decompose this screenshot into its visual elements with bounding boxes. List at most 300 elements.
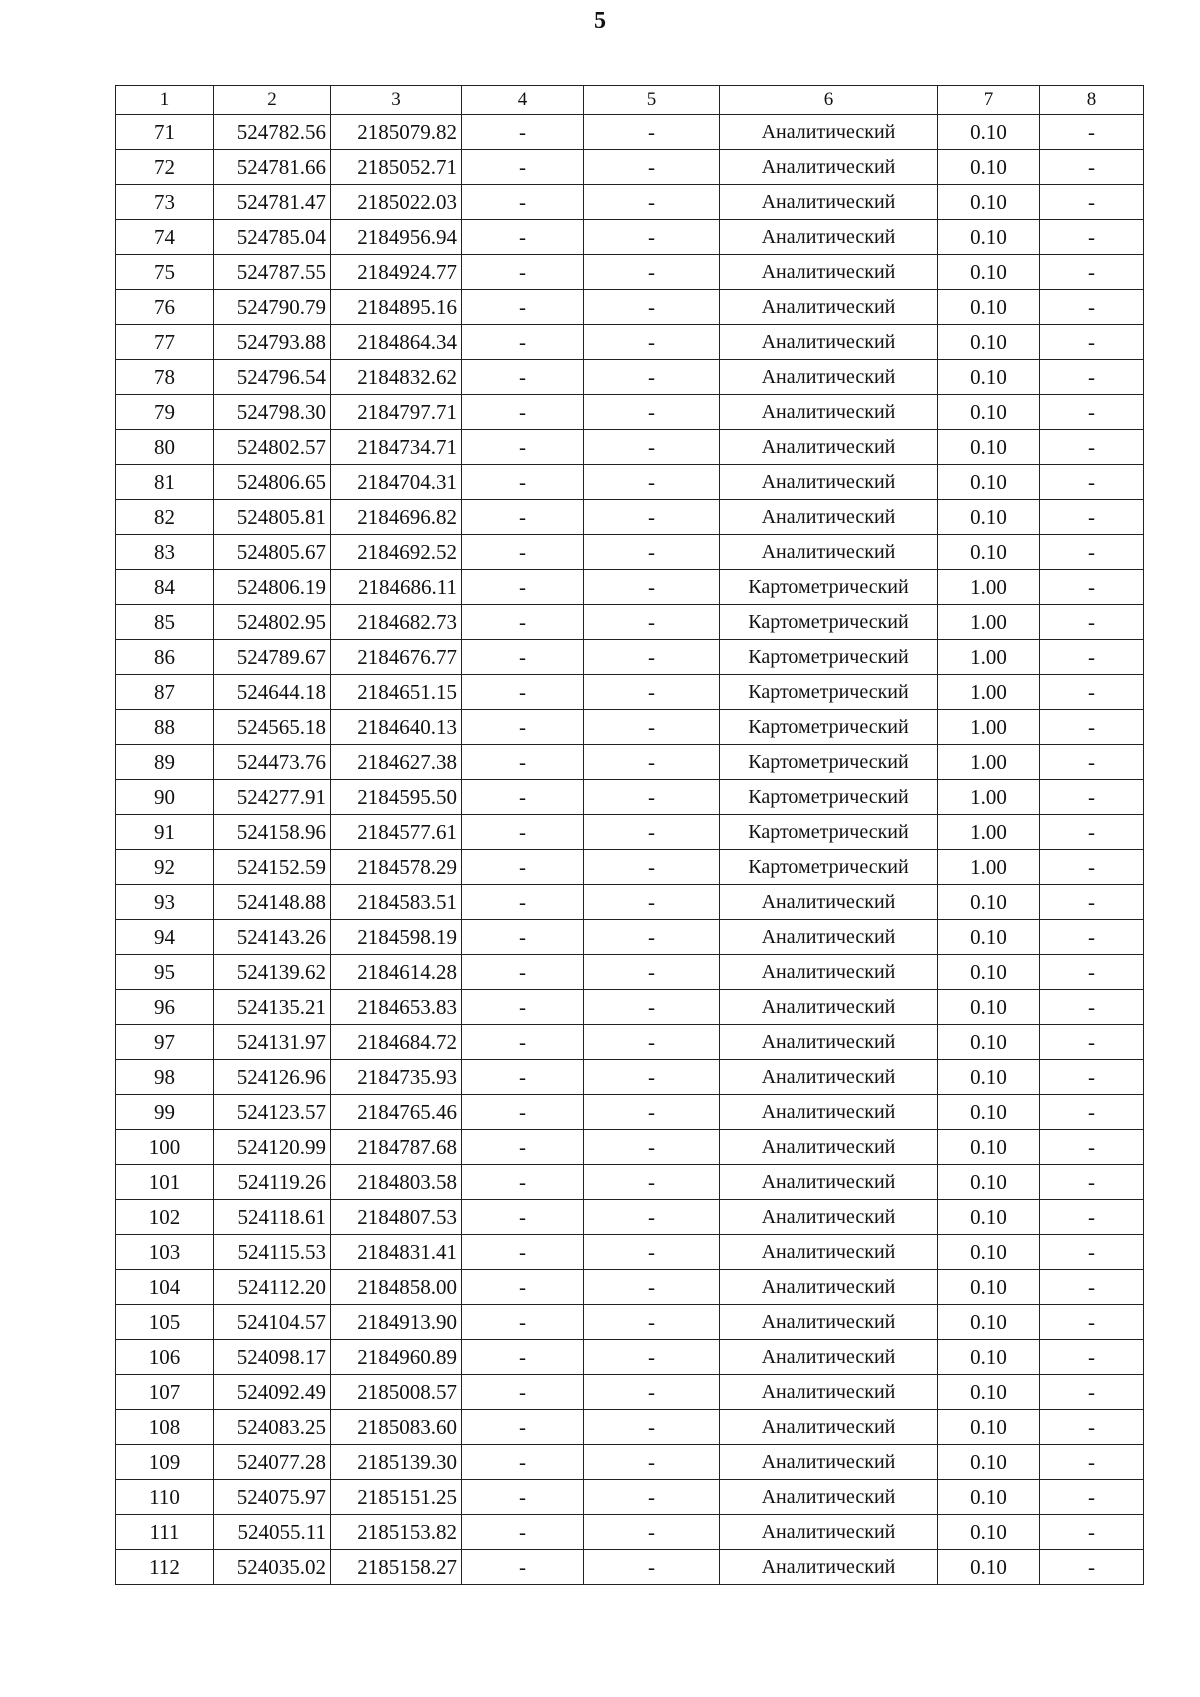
table-body xyxy=(116,115,1144,1585)
point-number-cell: 85 xyxy=(116,605,214,640)
col5-cell: - xyxy=(584,955,720,990)
point-number-cell: 91 xyxy=(116,815,214,850)
col8-cell: - xyxy=(1040,920,1144,955)
method-cell: Аналитический xyxy=(720,990,938,1025)
col8-cell: - xyxy=(1040,150,1144,185)
col4-cell: - xyxy=(462,1305,584,1340)
y-coordinate-cell: 2185139.30 xyxy=(331,1445,462,1480)
col8-cell: - xyxy=(1040,1340,1144,1375)
col4-cell: - xyxy=(462,325,584,360)
point-number-cell: 76 xyxy=(116,290,214,325)
accuracy-cell: 0.10 xyxy=(938,290,1040,325)
accuracy-cell: 1.00 xyxy=(938,780,1040,815)
col4-cell: - xyxy=(462,1235,584,1270)
point-number-cell: 96 xyxy=(116,990,214,1025)
col4-cell: - xyxy=(462,1130,584,1165)
page-number: 5 xyxy=(594,8,606,34)
accuracy-cell: 0.10 xyxy=(938,220,1040,255)
accuracy-cell: 0.10 xyxy=(938,150,1040,185)
accuracy-cell: 0.10 xyxy=(938,885,1040,920)
col4-cell: - xyxy=(462,640,584,675)
method-cell: Картометрический xyxy=(720,570,938,605)
accuracy-cell: 0.10 xyxy=(938,1550,1040,1585)
table-row xyxy=(116,290,1144,325)
accuracy-cell: 1.00 xyxy=(938,745,1040,780)
point-number-cell: 86 xyxy=(116,640,214,675)
column-header: 8 xyxy=(1040,86,1144,115)
col8-cell: - xyxy=(1040,1130,1144,1165)
column-header: 4 xyxy=(462,86,584,115)
col8-cell: - xyxy=(1040,115,1144,150)
x-coordinate-cell: 524790.79 xyxy=(214,290,331,325)
method-cell: Аналитический xyxy=(720,955,938,990)
col4-cell: - xyxy=(462,185,584,220)
table-row xyxy=(116,325,1144,360)
accuracy-cell: 0.10 xyxy=(938,465,1040,500)
table-row xyxy=(116,1060,1144,1095)
method-cell: Аналитический xyxy=(720,1165,938,1200)
col8-cell: - xyxy=(1040,640,1144,675)
table-row xyxy=(116,115,1144,150)
col5-cell: - xyxy=(584,570,720,605)
col5-cell: - xyxy=(584,990,720,1025)
accuracy-cell: 0.10 xyxy=(938,1025,1040,1060)
accuracy-cell: 0.10 xyxy=(938,1480,1040,1515)
y-coordinate-cell: 2184803.58 xyxy=(331,1165,462,1200)
x-coordinate-cell: 524644.18 xyxy=(214,675,331,710)
col4-cell: - xyxy=(462,955,584,990)
method-cell: Аналитический xyxy=(720,1410,938,1445)
accuracy-cell: 1.00 xyxy=(938,570,1040,605)
point-number-cell: 73 xyxy=(116,185,214,220)
column-header: 7 xyxy=(938,86,1040,115)
x-coordinate-cell: 524115.53 xyxy=(214,1235,331,1270)
method-cell: Аналитический xyxy=(720,185,938,220)
table-row xyxy=(116,640,1144,675)
table-row xyxy=(116,780,1144,815)
y-coordinate-cell: 2184960.89 xyxy=(331,1340,462,1375)
col5-cell: - xyxy=(584,1235,720,1270)
method-cell: Аналитический xyxy=(720,500,938,535)
col4-cell: - xyxy=(462,1410,584,1445)
col5-cell: - xyxy=(584,885,720,920)
point-number-cell: 108 xyxy=(116,1410,214,1445)
point-number-cell: 93 xyxy=(116,885,214,920)
col8-cell: - xyxy=(1040,360,1144,395)
point-number-cell: 106 xyxy=(116,1340,214,1375)
table-row xyxy=(116,255,1144,290)
y-coordinate-cell: 2184913.90 xyxy=(331,1305,462,1340)
point-number-cell: 112 xyxy=(116,1550,214,1585)
point-number-cell: 111 xyxy=(116,1515,214,1550)
y-coordinate-cell: 2184595.50 xyxy=(331,780,462,815)
point-number-cell: 110 xyxy=(116,1480,214,1515)
method-cell: Картометрический xyxy=(720,640,938,675)
point-number-cell: 82 xyxy=(116,500,214,535)
x-coordinate-cell: 524787.55 xyxy=(214,255,331,290)
col5-cell: - xyxy=(584,1305,720,1340)
point-number-cell: 72 xyxy=(116,150,214,185)
table-row xyxy=(116,465,1144,500)
table-row xyxy=(116,185,1144,220)
col8-cell: - xyxy=(1040,1445,1144,1480)
method-cell: Аналитический xyxy=(720,1550,938,1585)
method-cell: Аналитический xyxy=(720,1025,938,1060)
accuracy-cell: 0.10 xyxy=(938,1130,1040,1165)
y-coordinate-cell: 2184832.62 xyxy=(331,360,462,395)
method-cell: Аналитический xyxy=(720,465,938,500)
col5-cell: - xyxy=(584,1410,720,1445)
col4-cell: - xyxy=(462,885,584,920)
col8-cell: - xyxy=(1040,605,1144,640)
col5-cell: - xyxy=(584,255,720,290)
col5-cell: - xyxy=(584,605,720,640)
col8-cell: - xyxy=(1040,535,1144,570)
x-coordinate-cell: 524104.57 xyxy=(214,1305,331,1340)
table-row xyxy=(116,150,1144,185)
col8-cell: - xyxy=(1040,430,1144,465)
col8-cell: - xyxy=(1040,1025,1144,1060)
col5-cell: - xyxy=(584,745,720,780)
table-row xyxy=(116,220,1144,255)
point-number-cell: 97 xyxy=(116,1025,214,1060)
x-coordinate-cell: 524152.59 xyxy=(214,850,331,885)
method-cell: Аналитический xyxy=(720,1480,938,1515)
x-coordinate-cell: 524277.91 xyxy=(214,780,331,815)
accuracy-cell: 0.10 xyxy=(938,535,1040,570)
method-cell: Аналитический xyxy=(720,885,938,920)
col8-cell: - xyxy=(1040,675,1144,710)
col4-cell: - xyxy=(462,1270,584,1305)
y-coordinate-cell: 2184583.51 xyxy=(331,885,462,920)
col8-cell: - xyxy=(1040,1235,1144,1270)
y-coordinate-cell: 2184676.77 xyxy=(331,640,462,675)
x-coordinate-cell: 524158.96 xyxy=(214,815,331,850)
col8-cell: - xyxy=(1040,1305,1144,1340)
x-coordinate-cell: 524092.49 xyxy=(214,1375,331,1410)
col8-cell: - xyxy=(1040,955,1144,990)
table-row xyxy=(116,990,1144,1025)
method-cell: Картометрический xyxy=(720,710,938,745)
point-number-cell: 104 xyxy=(116,1270,214,1305)
method-cell: Картометрический xyxy=(720,675,938,710)
x-coordinate-cell: 524143.26 xyxy=(214,920,331,955)
col4-cell: - xyxy=(462,780,584,815)
x-coordinate-cell: 524077.28 xyxy=(214,1445,331,1480)
x-coordinate-cell: 524035.02 xyxy=(214,1550,331,1585)
y-coordinate-cell: 2184831.41 xyxy=(331,1235,462,1270)
col4-cell: - xyxy=(462,430,584,465)
point-number-cell: 95 xyxy=(116,955,214,990)
col8-cell: - xyxy=(1040,815,1144,850)
accuracy-cell: 1.00 xyxy=(938,675,1040,710)
y-coordinate-cell: 2185022.03 xyxy=(331,185,462,220)
col4-cell: - xyxy=(462,815,584,850)
y-coordinate-cell: 2184765.46 xyxy=(331,1095,462,1130)
col8-cell: - xyxy=(1040,1550,1144,1585)
col8-cell: - xyxy=(1040,1375,1144,1410)
col4-cell: - xyxy=(462,220,584,255)
y-coordinate-cell: 2184797.71 xyxy=(331,395,462,430)
x-coordinate-cell: 524075.97 xyxy=(214,1480,331,1515)
y-coordinate-cell: 2185079.82 xyxy=(331,115,462,150)
point-number-cell: 79 xyxy=(116,395,214,430)
x-coordinate-cell: 524802.95 xyxy=(214,605,331,640)
col8-cell: - xyxy=(1040,500,1144,535)
accuracy-cell: 0.10 xyxy=(938,1305,1040,1340)
col5-cell: - xyxy=(584,1340,720,1375)
x-coordinate-cell: 524083.25 xyxy=(214,1410,331,1445)
table-row xyxy=(116,920,1144,955)
col4-cell: - xyxy=(462,500,584,535)
method-cell: Аналитический xyxy=(720,290,938,325)
col4-cell: - xyxy=(462,115,584,150)
method-cell: Аналитический xyxy=(720,1270,938,1305)
col4-cell: - xyxy=(462,150,584,185)
col8-cell: - xyxy=(1040,220,1144,255)
col8-cell: - xyxy=(1040,1480,1144,1515)
col8-cell: - xyxy=(1040,745,1144,780)
col5-cell: - xyxy=(584,535,720,570)
x-coordinate-cell: 524805.81 xyxy=(214,500,331,535)
y-coordinate-cell: 2184704.31 xyxy=(331,465,462,500)
point-number-cell: 83 xyxy=(116,535,214,570)
method-cell: Аналитический xyxy=(720,255,938,290)
y-coordinate-cell: 2185052.71 xyxy=(331,150,462,185)
method-cell: Аналитический xyxy=(720,1060,938,1095)
point-number-cell: 84 xyxy=(116,570,214,605)
x-coordinate-cell: 524789.67 xyxy=(214,640,331,675)
col5-cell: - xyxy=(584,220,720,255)
col4-cell: - xyxy=(462,1550,584,1585)
col8-cell: - xyxy=(1040,185,1144,220)
accuracy-cell: 0.10 xyxy=(938,1270,1040,1305)
accuracy-cell: 0.10 xyxy=(938,920,1040,955)
col5-cell: - xyxy=(584,465,720,500)
col8-cell: - xyxy=(1040,325,1144,360)
col4-cell: - xyxy=(462,1200,584,1235)
col8-cell: - xyxy=(1040,1200,1144,1235)
col8-cell: - xyxy=(1040,1515,1144,1550)
x-coordinate-cell: 524782.56 xyxy=(214,115,331,150)
method-cell: Аналитический xyxy=(720,1200,938,1235)
table-row xyxy=(116,850,1144,885)
accuracy-cell: 1.00 xyxy=(938,850,1040,885)
accuracy-cell: 1.00 xyxy=(938,710,1040,745)
col5-cell: - xyxy=(584,1550,720,1585)
point-number-cell: 71 xyxy=(116,115,214,150)
coordinates-table xyxy=(115,85,1144,1585)
table-row xyxy=(116,430,1144,465)
col4-cell: - xyxy=(462,1515,584,1550)
table-row xyxy=(116,1165,1144,1200)
x-coordinate-cell: 524805.67 xyxy=(214,535,331,570)
x-coordinate-cell: 524473.76 xyxy=(214,745,331,780)
col8-cell: - xyxy=(1040,290,1144,325)
table-row xyxy=(116,535,1144,570)
method-cell: Аналитический xyxy=(720,1445,938,1480)
col4-cell: - xyxy=(462,1375,584,1410)
col4-cell: - xyxy=(462,360,584,395)
col5-cell: - xyxy=(584,1025,720,1060)
point-number-cell: 75 xyxy=(116,255,214,290)
x-coordinate-cell: 524793.88 xyxy=(214,325,331,360)
col4-cell: - xyxy=(462,255,584,290)
x-coordinate-cell: 524806.65 xyxy=(214,465,331,500)
y-coordinate-cell: 2184895.16 xyxy=(331,290,462,325)
col5-cell: - xyxy=(584,430,720,465)
x-coordinate-cell: 524112.20 xyxy=(214,1270,331,1305)
y-coordinate-cell: 2184614.28 xyxy=(331,955,462,990)
col8-cell: - xyxy=(1040,1270,1144,1305)
point-number-cell: 103 xyxy=(116,1235,214,1270)
col5-cell: - xyxy=(584,325,720,360)
col5-cell: - xyxy=(584,1060,720,1095)
col5-cell: - xyxy=(584,115,720,150)
x-coordinate-cell: 524148.88 xyxy=(214,885,331,920)
method-cell: Аналитический xyxy=(720,1515,938,1550)
col4-cell: - xyxy=(462,395,584,430)
col8-cell: - xyxy=(1040,255,1144,290)
method-cell: Аналитический xyxy=(720,325,938,360)
col4-cell: - xyxy=(462,570,584,605)
accuracy-cell: 0.10 xyxy=(938,185,1040,220)
method-cell: Аналитический xyxy=(720,150,938,185)
col5-cell: - xyxy=(584,815,720,850)
col8-cell: - xyxy=(1040,850,1144,885)
col4-cell: - xyxy=(462,290,584,325)
accuracy-cell: 0.10 xyxy=(938,1200,1040,1235)
col5-cell: - xyxy=(584,675,720,710)
table-row xyxy=(116,1095,1144,1130)
accuracy-cell: 0.10 xyxy=(938,1165,1040,1200)
method-cell: Картометрический xyxy=(720,780,938,815)
method-cell: Картометрический xyxy=(720,850,938,885)
method-cell: Аналитический xyxy=(720,1375,938,1410)
col8-cell: - xyxy=(1040,395,1144,430)
col5-cell: - xyxy=(584,1375,720,1410)
point-number-cell: 105 xyxy=(116,1305,214,1340)
accuracy-cell: 0.10 xyxy=(938,115,1040,150)
col5-cell: - xyxy=(584,150,720,185)
col5-cell: - xyxy=(584,1515,720,1550)
point-number-cell: 98 xyxy=(116,1060,214,1095)
table-row xyxy=(116,395,1144,430)
col8-cell: - xyxy=(1040,885,1144,920)
table-row xyxy=(116,605,1144,640)
y-coordinate-cell: 2184696.82 xyxy=(331,500,462,535)
y-coordinate-cell: 2184692.52 xyxy=(331,535,462,570)
y-coordinate-cell: 2184956.94 xyxy=(331,220,462,255)
table-row xyxy=(116,500,1144,535)
table-row xyxy=(116,1375,1144,1410)
point-number-cell: 88 xyxy=(116,710,214,745)
col5-cell: - xyxy=(584,1130,720,1165)
y-coordinate-cell: 2184684.72 xyxy=(331,1025,462,1060)
col5-cell: - xyxy=(584,500,720,535)
point-number-cell: 109 xyxy=(116,1445,214,1480)
method-cell: Аналитический xyxy=(720,1095,938,1130)
x-coordinate-cell: 524119.26 xyxy=(214,1165,331,1200)
point-number-cell: 92 xyxy=(116,850,214,885)
point-number-cell: 78 xyxy=(116,360,214,395)
method-cell: Аналитический xyxy=(720,1235,938,1270)
column-header: 6 xyxy=(720,86,938,115)
method-cell: Аналитический xyxy=(720,1130,938,1165)
y-coordinate-cell: 2184858.00 xyxy=(331,1270,462,1305)
col4-cell: - xyxy=(462,1445,584,1480)
accuracy-cell: 0.10 xyxy=(938,325,1040,360)
accuracy-cell: 0.10 xyxy=(938,255,1040,290)
y-coordinate-cell: 2184735.93 xyxy=(331,1060,462,1095)
col4-cell: - xyxy=(462,1025,584,1060)
x-coordinate-cell: 524135.21 xyxy=(214,990,331,1025)
col4-cell: - xyxy=(462,1095,584,1130)
point-number-cell: 80 xyxy=(116,430,214,465)
col8-cell: - xyxy=(1040,1095,1144,1130)
col4-cell: - xyxy=(462,710,584,745)
col4-cell: - xyxy=(462,535,584,570)
accuracy-cell: 0.10 xyxy=(938,500,1040,535)
table-row xyxy=(116,1270,1144,1305)
table-row xyxy=(116,710,1144,745)
x-coordinate-cell: 524781.47 xyxy=(214,185,331,220)
accuracy-cell: 0.10 xyxy=(938,1095,1040,1130)
table-row xyxy=(116,1340,1144,1375)
table-row xyxy=(116,360,1144,395)
table-header-row xyxy=(116,86,1144,115)
table-row xyxy=(116,1515,1144,1550)
y-coordinate-cell: 2184924.77 xyxy=(331,255,462,290)
x-coordinate-cell: 524798.30 xyxy=(214,395,331,430)
accuracy-cell: 0.10 xyxy=(938,990,1040,1025)
accuracy-cell: 0.10 xyxy=(938,430,1040,465)
x-coordinate-cell: 524123.57 xyxy=(214,1095,331,1130)
y-coordinate-cell: 2185153.82 xyxy=(331,1515,462,1550)
y-coordinate-cell: 2184578.29 xyxy=(331,850,462,885)
y-coordinate-cell: 2184734.71 xyxy=(331,430,462,465)
table-row xyxy=(116,675,1144,710)
col4-cell: - xyxy=(462,1480,584,1515)
col5-cell: - xyxy=(584,185,720,220)
accuracy-cell: 0.10 xyxy=(938,1515,1040,1550)
x-coordinate-cell: 524781.66 xyxy=(214,150,331,185)
column-header: 5 xyxy=(584,86,720,115)
x-coordinate-cell: 524126.96 xyxy=(214,1060,331,1095)
accuracy-cell: 1.00 xyxy=(938,640,1040,675)
col5-cell: - xyxy=(584,395,720,430)
col8-cell: - xyxy=(1040,465,1144,500)
x-coordinate-cell: 524139.62 xyxy=(214,955,331,990)
method-cell: Аналитический xyxy=(720,220,938,255)
col4-cell: - xyxy=(462,1340,584,1375)
accuracy-cell: 0.10 xyxy=(938,1060,1040,1095)
method-cell: Картометрический xyxy=(720,605,938,640)
x-coordinate-cell: 524785.04 xyxy=(214,220,331,255)
table-row xyxy=(116,1480,1144,1515)
point-number-cell: 90 xyxy=(116,780,214,815)
accuracy-cell: 0.10 xyxy=(938,1410,1040,1445)
accuracy-cell: 0.10 xyxy=(938,395,1040,430)
col8-cell: - xyxy=(1040,570,1144,605)
method-cell: Аналитический xyxy=(720,430,938,465)
method-cell: Аналитический xyxy=(720,535,938,570)
x-coordinate-cell: 524055.11 xyxy=(214,1515,331,1550)
col5-cell: - xyxy=(584,1445,720,1480)
y-coordinate-cell: 2184640.13 xyxy=(331,710,462,745)
table-row xyxy=(116,1410,1144,1445)
accuracy-cell: 0.10 xyxy=(938,1340,1040,1375)
